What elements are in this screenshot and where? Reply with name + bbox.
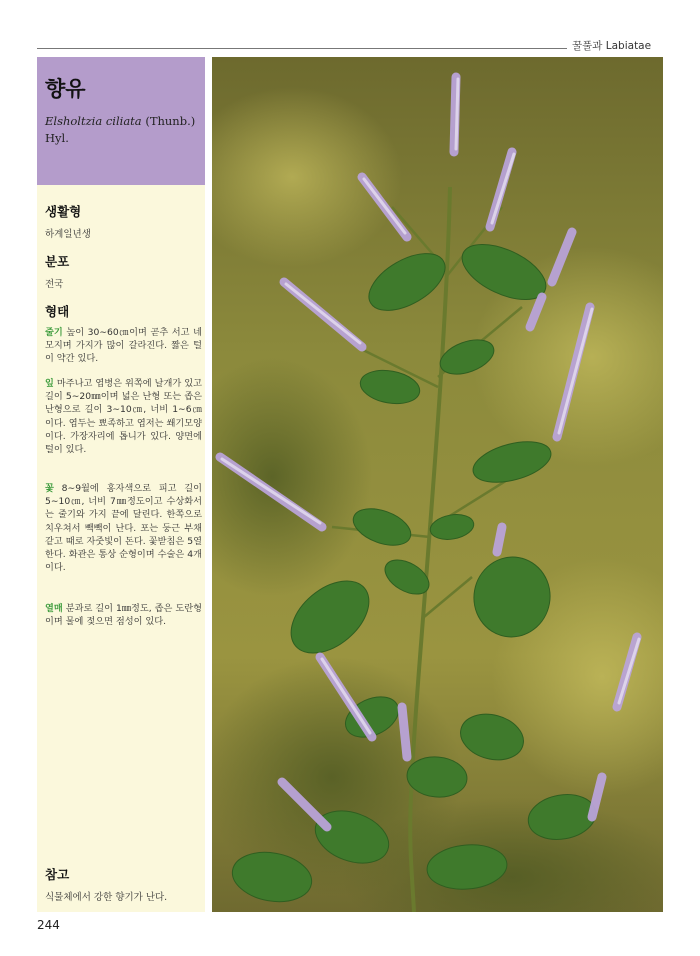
page-number: 244 [37, 918, 60, 932]
life-form-text: 하계일년생 [45, 229, 91, 240]
flower-term: 꽃 [45, 483, 54, 494]
fruit-term: 열매 [45, 603, 63, 614]
scientific-name: Elsholtzia ciliata [45, 114, 142, 128]
morphology-flower [45, 482, 202, 574]
species-info-panel [37, 57, 205, 912]
stem-text: 높이 30∼60㎝이며 곧추 서고 네모지며 가지가 많이 갈라진다. 짧은 털이 약간 있다. [45, 327, 202, 365]
morphology-stem [45, 326, 202, 366]
fruit-text: 분과로 길이 1㎜정도, 좁은 도란형이며 물에 젖으면 점성이 있다. [45, 603, 202, 628]
family-label: 꿀풀과 Labiatae [572, 40, 652, 52]
species-title-box [37, 57, 205, 185]
morphology-fruit [45, 602, 202, 628]
distribution-heading: 분포 [45, 254, 70, 269]
flower-text: 8∼9월에 홍자색으로 피고 길이 5∼10㎝, 너비 7㎜정도이고 수상화서는 줄기와 가지 끝에 달린다. 한쪽으로 치우쳐서 빽빽이 난다. 포는 둥근 부채같고 때로 자줏빛이 돈다. 꽃받침은 5열한다. 화관은 통상 순형이며 수술은 4개이다. [45, 483, 202, 574]
stem-term: 줄기 [45, 327, 63, 338]
note-heading: 참고 [45, 867, 70, 882]
author-citation: (Thunb.) Hyl. [45, 114, 196, 145]
plant-photo [212, 57, 663, 912]
morphology-heading: 형태 [45, 304, 70, 319]
leaf-text: 마주나고 엽병은 위쪽에 날개가 있고 길이 5∼20㎜이며 넓은 난형 또는 좁은 난형으로 길이 3∼10㎝, 너비 1∼6㎝이다. 엽두는 뾰족하고 엽저는 쐐기모양이다. 가장자리에 톱니가 있다. 양면에 털이 있다. [45, 378, 202, 456]
korean-name: 향유 [45, 77, 86, 101]
morphology-leaf [45, 377, 202, 456]
header-rule [37, 48, 567, 49]
distribution-text: 전국 [45, 279, 64, 290]
scientific-name-block [45, 113, 200, 147]
leaf-term: 잎 [45, 378, 54, 389]
life-form-heading: 생활형 [45, 204, 82, 219]
note-text: 식물체에서 강한 향기가 난다. [45, 892, 168, 903]
